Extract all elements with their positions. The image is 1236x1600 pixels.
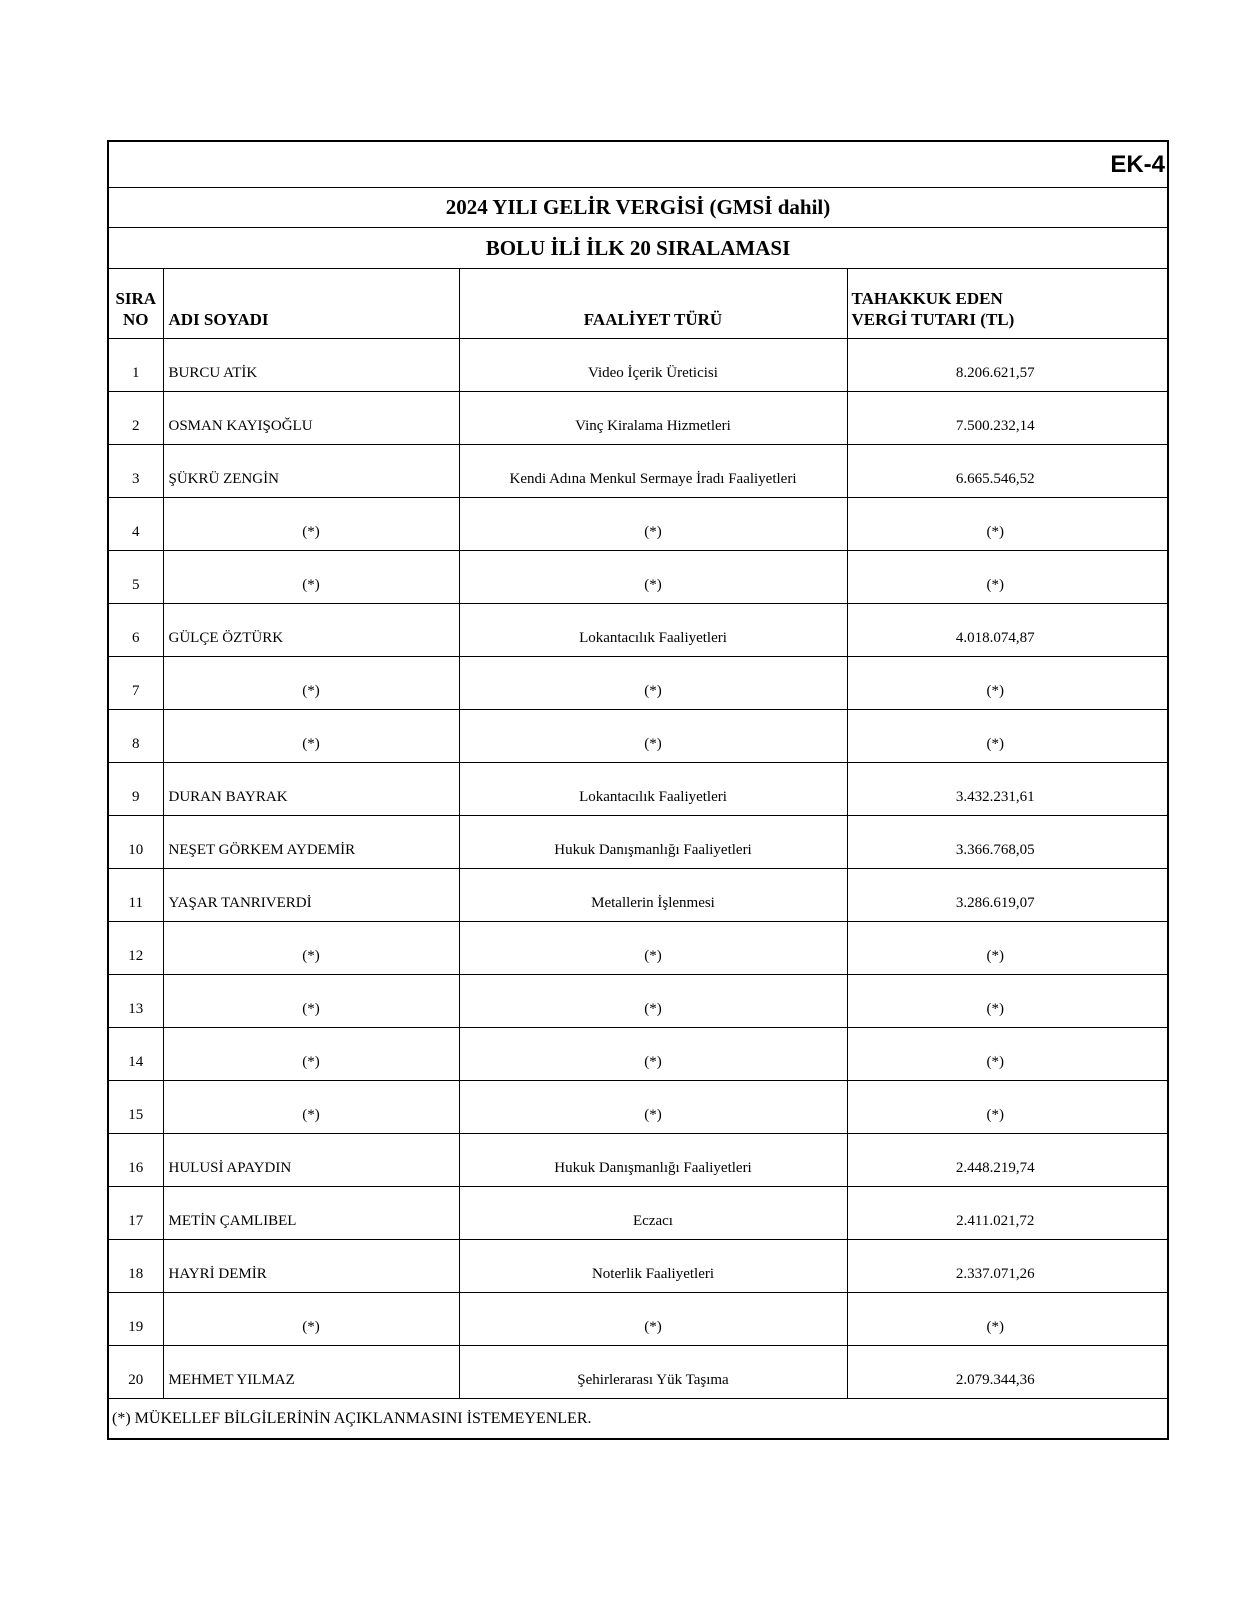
rank-cell: 1	[108, 339, 163, 392]
footnote: (*) MÜKELLEF BİLGİLERİNİN AÇIKLANMASINI İSTEMEYENLER.	[108, 1399, 1168, 1440]
table-row	[108, 922, 1168, 975]
amount-cell: 3.432.231,61	[847, 763, 1168, 816]
rank-cell: 19	[108, 1293, 163, 1346]
name-cell: (*)	[163, 1081, 459, 1134]
name-cell: (*)	[163, 710, 459, 763]
amount-cell: (*)	[847, 1081, 1168, 1134]
rank-cell: 20	[108, 1346, 163, 1399]
amount-cell: 6.665.546,52	[847, 445, 1168, 498]
rank-cell: 10	[108, 816, 163, 869]
table-row	[108, 1293, 1168, 1346]
table-row	[108, 763, 1168, 816]
rank-cell: 4	[108, 498, 163, 551]
table-row	[108, 710, 1168, 763]
table-row	[108, 551, 1168, 604]
amount-cell: 7.500.232,14	[847, 392, 1168, 445]
table-row	[108, 498, 1168, 551]
rank-cell: 13	[108, 975, 163, 1028]
name-cell: (*)	[163, 657, 459, 710]
activity-cell: Lokantacılık Faaliyetleri	[459, 604, 847, 657]
name-cell: HAYRİ DEMİR	[163, 1240, 459, 1293]
name-cell: METİN ÇAMLIBEL	[163, 1187, 459, 1240]
rank-header-line2: NO	[123, 309, 149, 329]
activity-cell: (*)	[459, 657, 847, 710]
activity-cell: (*)	[459, 1081, 847, 1134]
name-cell: (*)	[163, 922, 459, 975]
name-cell: (*)	[163, 1293, 459, 1346]
name-cell: OSMAN KAYIŞOĞLU	[163, 392, 459, 445]
column-header-activity: FAALİYET TÜRÜ	[459, 269, 847, 339]
table-row	[108, 604, 1168, 657]
amount-cell: (*)	[847, 498, 1168, 551]
table-row	[108, 392, 1168, 445]
rank-cell: 9	[108, 763, 163, 816]
amount-cell: 2.079.344,36	[847, 1346, 1168, 1399]
activity-cell: Hukuk Danışmanlığı Faaliyetleri	[459, 1134, 847, 1187]
table-row	[108, 816, 1168, 869]
tax-ranking-table	[107, 140, 1169, 1440]
amount-cell: (*)	[847, 975, 1168, 1028]
table-row	[108, 1187, 1168, 1240]
rank-cell: 5	[108, 551, 163, 604]
activity-cell: (*)	[459, 551, 847, 604]
activity-cell: Eczacı	[459, 1187, 847, 1240]
rank-cell: 11	[108, 869, 163, 922]
page-subtitle: BOLU İLİ İLK 20 SIRALAMASI	[108, 228, 1168, 269]
activity-cell: Metallerin İşlenmesi	[459, 869, 847, 922]
ek-label: EK-4	[108, 141, 1168, 188]
ek-label-row	[108, 141, 1168, 188]
rank-header-line1: SIRA	[115, 288, 157, 308]
amount-cell: 4.018.074,87	[847, 604, 1168, 657]
activity-cell: (*)	[459, 975, 847, 1028]
table-header-row	[108, 269, 1168, 339]
amount-cell: (*)	[847, 1028, 1168, 1081]
name-cell: MEHMET YILMAZ	[163, 1346, 459, 1399]
rank-cell: 17	[108, 1187, 163, 1240]
table-row	[108, 657, 1168, 710]
activity-cell: Noterlik Faaliyetleri	[459, 1240, 847, 1293]
name-cell: (*)	[163, 498, 459, 551]
rank-cell: 15	[108, 1081, 163, 1134]
table-row	[108, 1134, 1168, 1187]
table-row	[108, 975, 1168, 1028]
title-row	[108, 188, 1168, 228]
name-cell: (*)	[163, 975, 459, 1028]
activity-cell: Video İçerik Üreticisi	[459, 339, 847, 392]
activity-cell: Kendi Adına Menkul Sermaye İradı Faaliyetleri	[459, 445, 847, 498]
rank-cell: 8	[108, 710, 163, 763]
name-cell: ŞÜKRÜ ZENGİN	[163, 445, 459, 498]
amount-cell: (*)	[847, 551, 1168, 604]
name-cell: BURCU ATİK	[163, 339, 459, 392]
amount-cell: (*)	[847, 922, 1168, 975]
column-header-amount	[847, 269, 1168, 339]
amount-cell: 2.411.021,72	[847, 1187, 1168, 1240]
name-cell: GÜLÇE ÖZTÜRK	[163, 604, 459, 657]
footnote-row	[108, 1399, 1168, 1440]
amount-cell: (*)	[847, 710, 1168, 763]
rank-cell: 14	[108, 1028, 163, 1081]
rank-cell: 3	[108, 445, 163, 498]
activity-cell: (*)	[459, 710, 847, 763]
column-header-name: ADI SOYADI	[163, 269, 459, 339]
rank-cell: 6	[108, 604, 163, 657]
amount-header-line2: VERGİ TUTARI (TL)	[851, 309, 1015, 329]
amount-cell: 2.337.071,26	[847, 1240, 1168, 1293]
amount-cell: (*)	[847, 657, 1168, 710]
table-row	[108, 339, 1168, 392]
rank-cell: 16	[108, 1134, 163, 1187]
name-cell: HULUSİ APAYDIN	[163, 1134, 459, 1187]
table-row	[108, 445, 1168, 498]
rank-cell: 12	[108, 922, 163, 975]
activity-cell: Lokantacılık Faaliyetleri	[459, 763, 847, 816]
amount-cell: 3.366.768,05	[847, 816, 1168, 869]
activity-cell: (*)	[459, 1028, 847, 1081]
table-row	[108, 869, 1168, 922]
name-cell: DURAN BAYRAK	[163, 763, 459, 816]
rank-cell: 7	[108, 657, 163, 710]
amount-header-line1: TAHAKKUK EDEN	[851, 288, 1003, 308]
name-cell: (*)	[163, 1028, 459, 1081]
activity-cell: Şehirlerarası Yük Taşıma	[459, 1346, 847, 1399]
table-row	[108, 1081, 1168, 1134]
name-cell: NEŞET GÖRKEM AYDEMİR	[163, 816, 459, 869]
amount-cell: 2.448.219,74	[847, 1134, 1168, 1187]
column-header-rank	[108, 269, 163, 339]
amount-cell: 8.206.621,57	[847, 339, 1168, 392]
table-row	[108, 1028, 1168, 1081]
rank-cell: 18	[108, 1240, 163, 1293]
rank-cell: 2	[108, 392, 163, 445]
table-row	[108, 1240, 1168, 1293]
activity-cell: (*)	[459, 1293, 847, 1346]
name-cell: (*)	[163, 551, 459, 604]
activity-cell: (*)	[459, 498, 847, 551]
table-row	[108, 1346, 1168, 1399]
activity-cell: Hukuk Danışmanlığı Faaliyetleri	[459, 816, 847, 869]
activity-cell: Vinç Kiralama Hizmetleri	[459, 392, 847, 445]
activity-cell: (*)	[459, 922, 847, 975]
amount-cell: 3.286.619,07	[847, 869, 1168, 922]
subtitle-row	[108, 228, 1168, 269]
page-title: 2024 YILI GELİR VERGİSİ (GMSİ dahil)	[108, 188, 1168, 228]
amount-cell: (*)	[847, 1293, 1168, 1346]
name-cell: YAŞAR TANRIVERDİ	[163, 869, 459, 922]
